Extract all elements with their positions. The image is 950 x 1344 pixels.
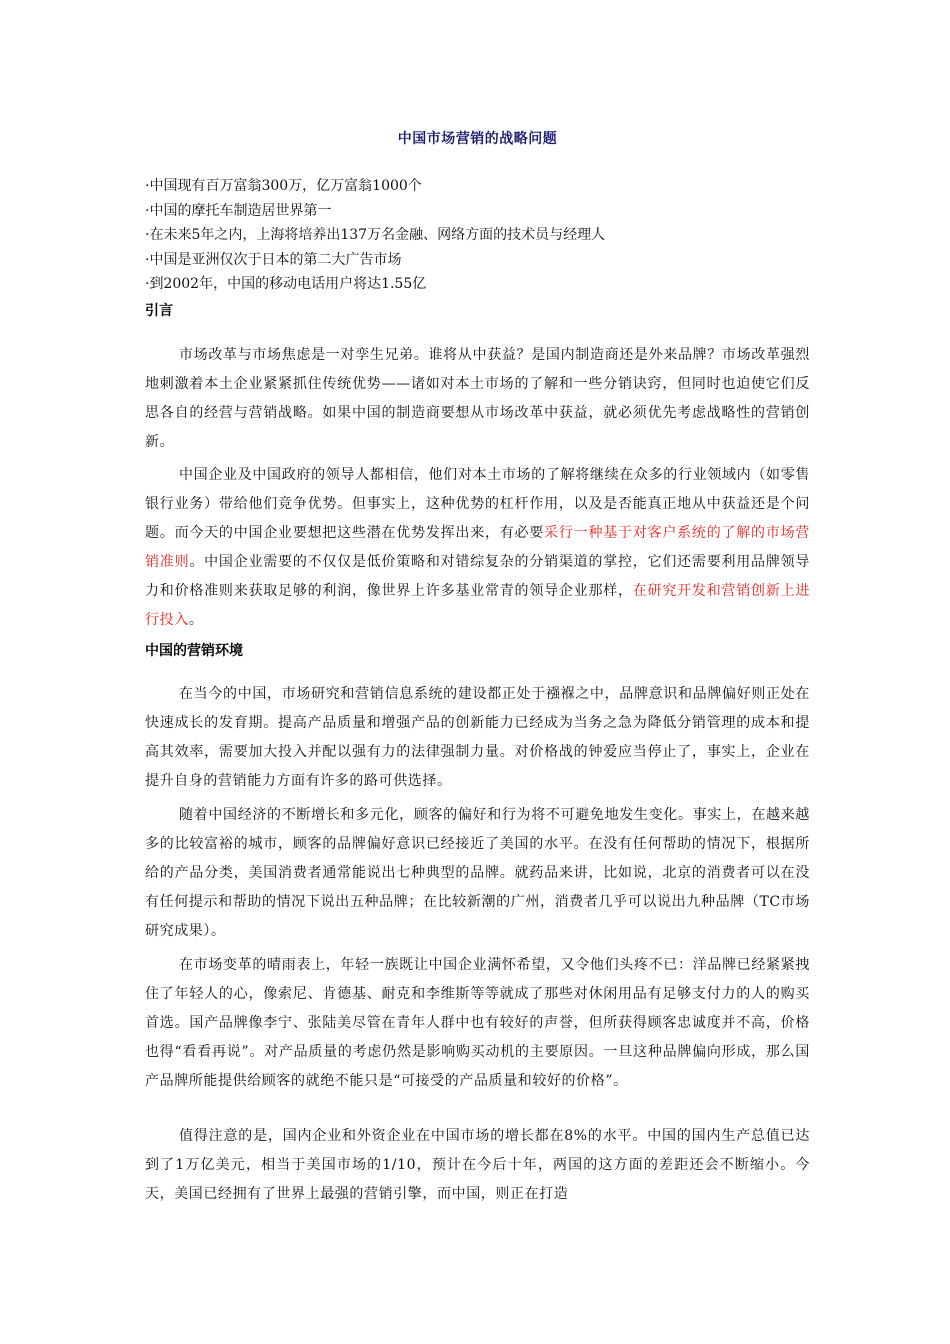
fact-item: ·中国是亚洲仅次于日本的第二大广告市场 [145,251,402,268]
intro-paragraph-1: 市场改革与市场焦虑是一对孪生兄弟。谁将从中获益？是国内制造商还是外来品牌？市场改革强烈地刺激着本土企业紧紧抓住传统优势——诸如对本土市场的了解和一些分销诀窍，但同时也迫使它们反思各自的经营与营销战略。如果中国的制造商要想从市场改革中获益，就必须优先考虑战略性的营销创新。 [145,347,810,450]
intro-paragraph-2-text-b: 。中国企业需要的不仅仅是低价策略和对错综复杂的分销渠道的掌控，它们还需要利用品牌领导力和价格准则来获取足够的利润，像世界上许多基业常青的领导企业那样， [145,554,810,599]
environment-paragraph-2: 随着中国经济的不断增长和多元化，顾客的偏好和行为将不可避免地发生变化。事实上，在越来越多的比较富裕的城市，顾客的品牌偏好意识已经接近了美国的水平。在没有任何帮助的情况下，根据所给的产品分类，美国消费者通常能说出七种典型的品牌。就药品来讲，比如说，北京的消费者可以在没有任何提示和帮助的情况下说出五种品牌；在比较新潮的广州，消费者几乎可以说出九种品牌（TC市场研究成果）。 [145,807,810,939]
intro-paragraph-2 [145,461,810,635]
environment-heading: 中国的营销环境 [145,643,243,659]
intro-paragraph-2-text-a: 中国企业及中国政府的领导人都相信，他们对本土市场的了解将继续在众多的行业领域内（如零售银行业务）带给他们竞争优势。但事实上，这种优势的杠杆作用，以及是否能真正地从中获益还是个问题。而今天的中国企业要想把这些潜在优势发挥出来，有必要 [145,467,810,541]
environment-paragraph-1: 在当今的中国，市场研究和营销信息系统的建设都正处于襁褓之中，品牌意识和品牌偏好则正处在快速成长的发育期。提高产品质量和增强产品的创新能力已经成为当务之急为降低分销管理的成本和提高其效率，需要加大投入并配以强有力的法律强制力量。对价格战的钟爱应当停止了，事实上，企业在提升自身的营销能力方面有许多的路可供选择。 [145,686,810,789]
fact-item: ·到2002年，中国的移动电话用户将达1.55亿 [145,276,427,292]
environment-paragraph-3: 在市场变革的晴雨表上，年轻一族既让中国企业满怀希望，又令他们头疼不已：洋品牌已经紧紧拽住了年轻人的心，像索尼、肯德基、耐克和李维斯等等就成了那些对休闲用品有足够支付力的人的购买首选。国产品牌像李宁、张陆美尽管在青年人群中也有较好的声誉，但所获得顾客忠诚度并不高，价格也得“看看再说”。对产品质量的考虑仍然是影响购买动机的主要原因。一旦这种品牌偏向形成，那么国产品牌所能提供给顾客的就绝不能只是“可接受的产品质量和较好的价格”。 [145,957,810,1089]
highlight-customer-system: 采行一种基于对客户系统的了解的市场营销准则 [145,525,810,570]
highlight-rd-investment: 在研究开发和营销创新上进行投入 [145,583,810,628]
document-title: 中国市场营销的战略问题 [397,131,558,147]
fact-item: ·中国的摩托车制造居世界第一 [145,202,332,219]
fact-list [145,174,810,297]
intro-paragraph-2-text-c: 。 [188,612,204,628]
environment-paragraph-4: 值得注意的是，国内企业和外资企业在中国市场的增长都在8%的水平。中国的国内生产总值已达到了1万亿美元，相当于美国市场的1/10，预计在今后十年，两国的这方面的差距还会不断缩小。今天，美国已经拥有了世界上最强的营销引擎，而中国，则正在打造 [145,1128,810,1202]
intro-heading: 引言 [145,303,173,319]
fact-item: ·中国现有百万富翁300万，亿万富翁1000个 [145,178,422,194]
fact-item: ·在未来5年之内，上海将培养出137万名金融、网络方面的技术员与经理人 [145,227,606,243]
